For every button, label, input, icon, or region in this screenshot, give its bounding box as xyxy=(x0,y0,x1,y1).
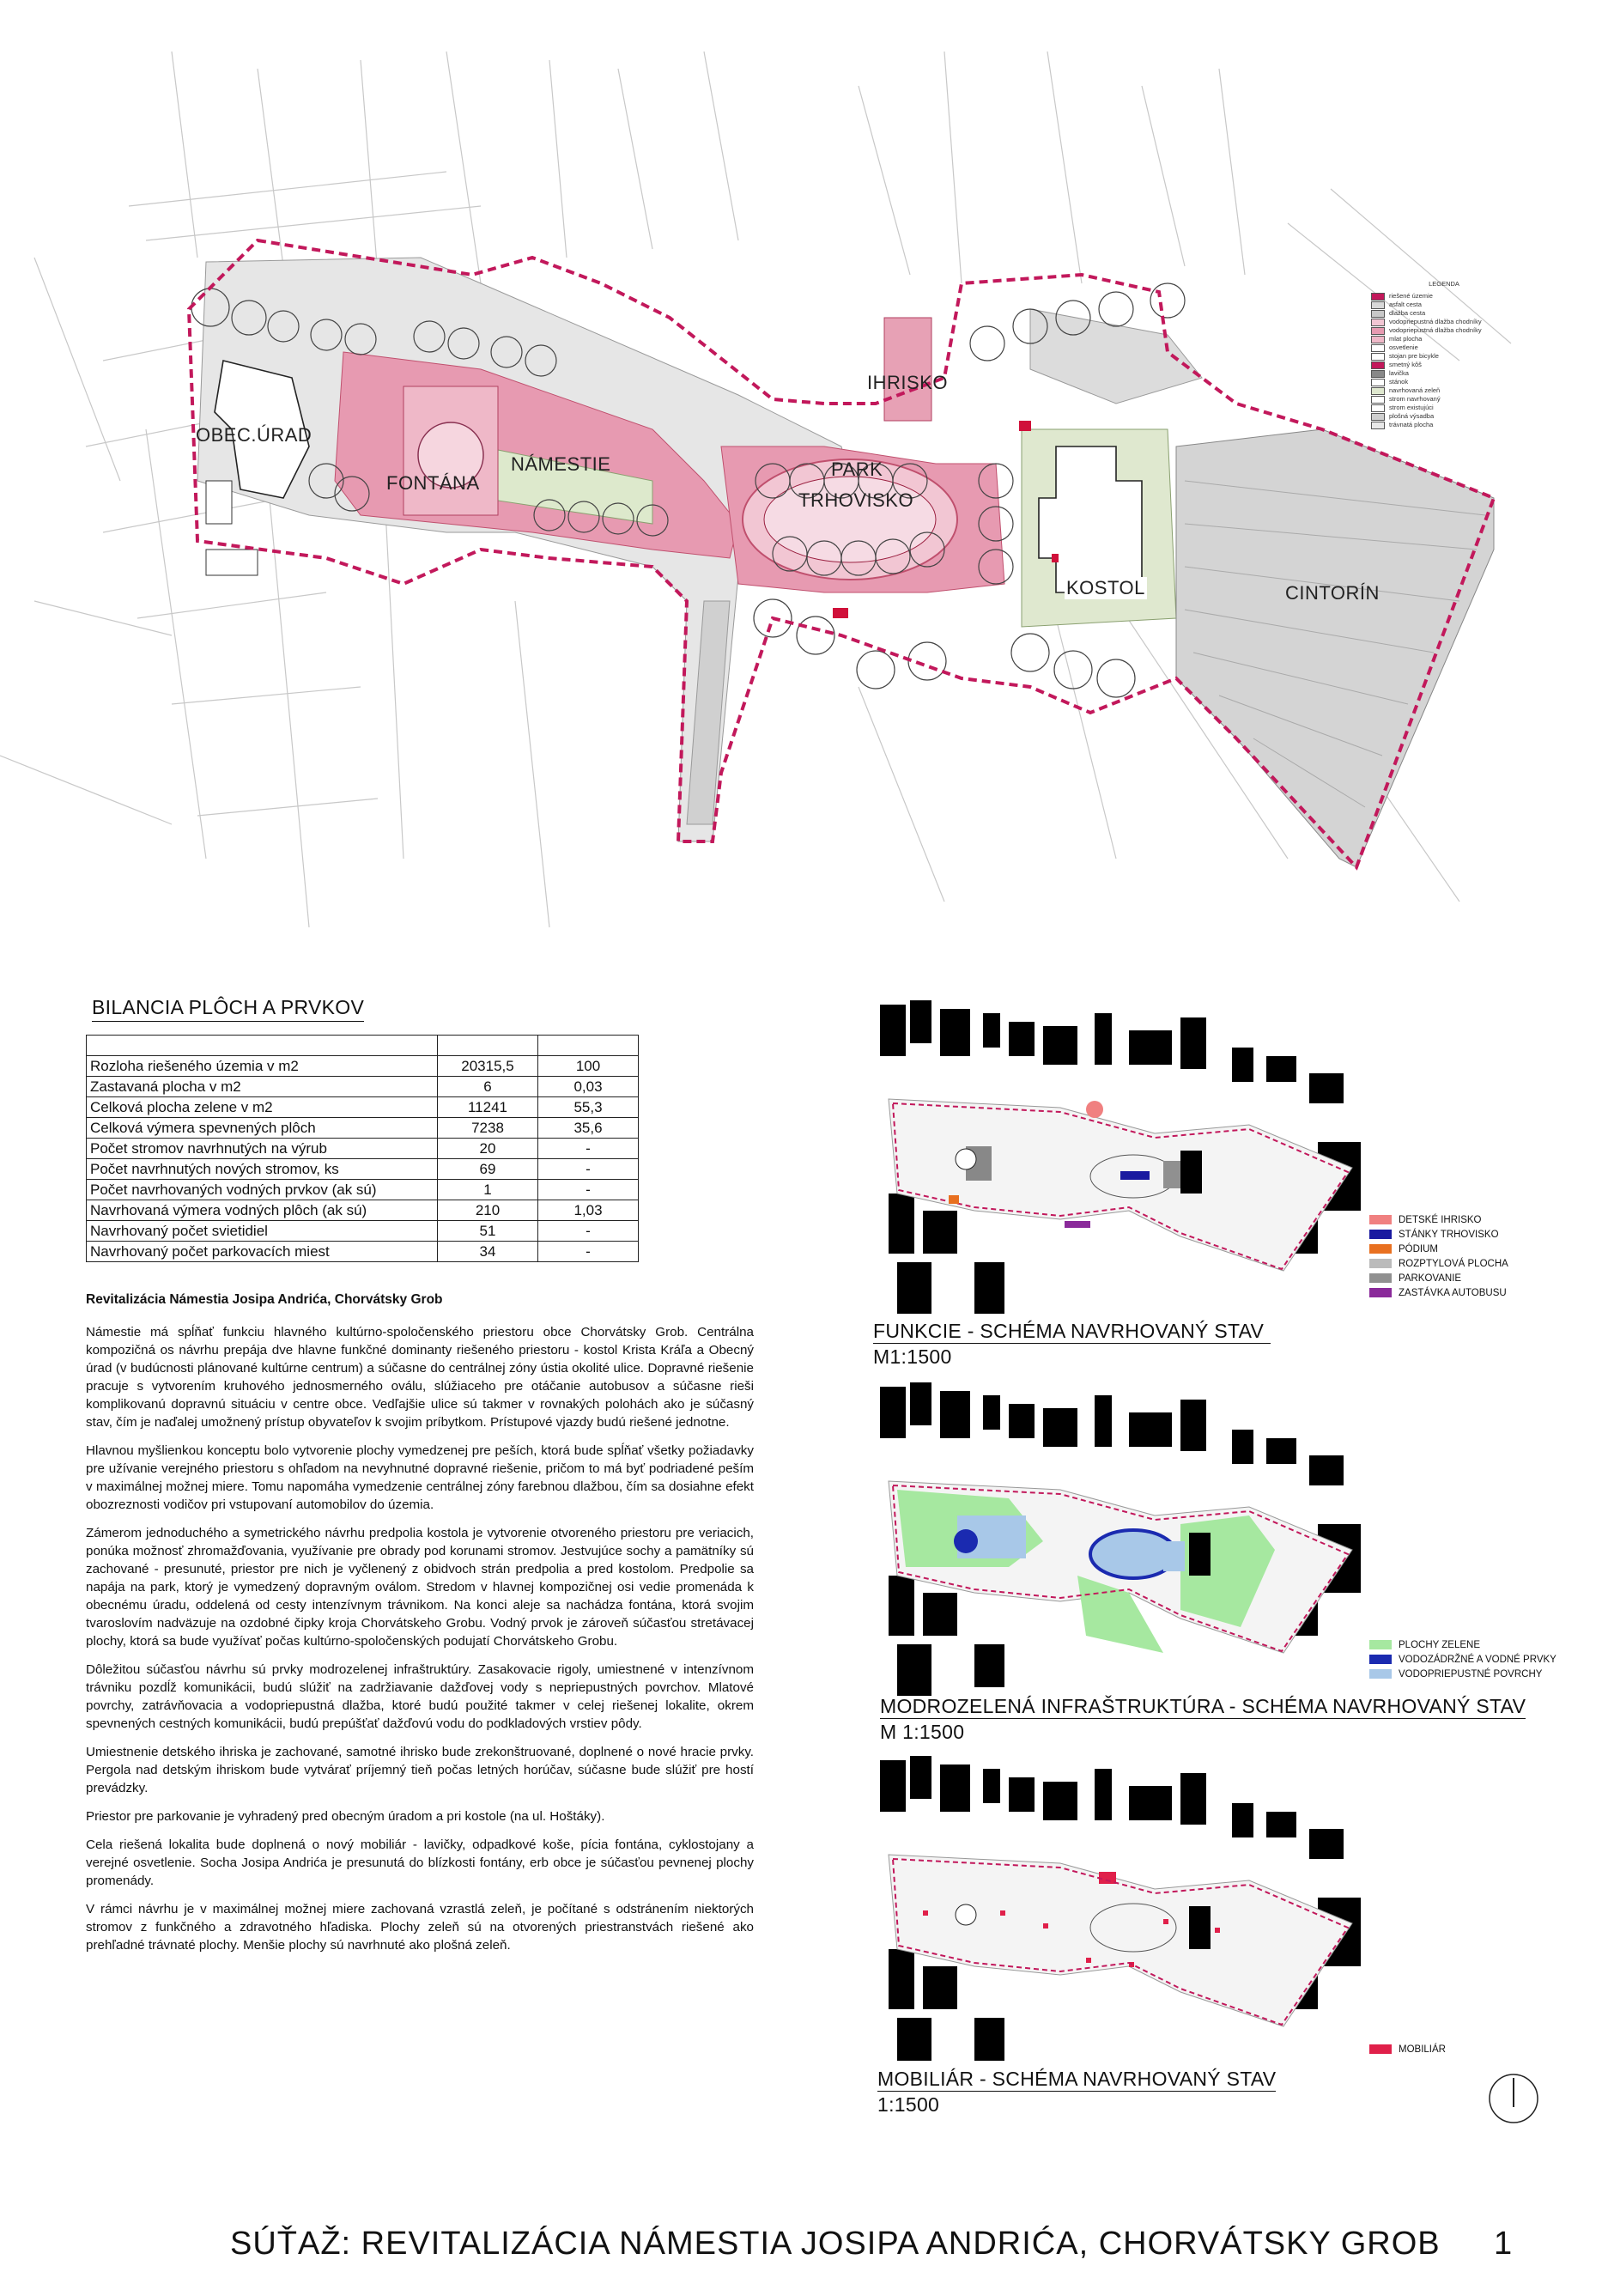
table-cell xyxy=(87,1036,438,1056)
scheme-funkcie-drawing xyxy=(871,996,1387,1322)
legend-label: ZASTÁVKA AUTOBUSU xyxy=(1399,1287,1507,1298)
table-cell-percent: - xyxy=(538,1221,639,1242)
table-cell-label: Počet navrhovaných vodných prvkov (ak sú) xyxy=(87,1180,438,1200)
legend-swatch xyxy=(1369,1215,1392,1224)
map-legend xyxy=(1371,280,1517,429)
table-row xyxy=(87,1200,639,1221)
table-cell-percent: 35,6 xyxy=(538,1118,639,1139)
map-legend-item xyxy=(1371,369,1517,378)
scheme-legend-item xyxy=(1369,2042,1446,2056)
label-kostol: KOSTOL xyxy=(1066,577,1145,598)
legend-label: stojan pre bicykle xyxy=(1389,352,1439,360)
map-legend-item xyxy=(1371,412,1517,421)
scheme-funkcie-title: FUNKCIE - SCHÉMA NAVRHOVANÝ STAV xyxy=(873,1320,1271,1344)
legend-swatch xyxy=(1371,387,1385,395)
table-cell-value: 6 xyxy=(438,1077,538,1097)
legend-label: STÁNKY TRHOVISKO xyxy=(1399,1229,1499,1240)
table-cell-value: 20315,5 xyxy=(438,1056,538,1077)
table-row xyxy=(87,1118,639,1139)
description-text xyxy=(86,1292,754,1965)
legend-swatch xyxy=(1371,379,1385,386)
map-legend-item xyxy=(1371,326,1517,335)
site-plan xyxy=(0,0,1608,945)
table-cell-value: 1 xyxy=(438,1180,538,1200)
bilancia-table-wrap xyxy=(86,1035,639,1262)
table-row xyxy=(87,1242,639,1262)
label-ihrisko: IHRISKO xyxy=(867,372,948,393)
table-row xyxy=(87,1036,639,1056)
legend-label: riešené územie xyxy=(1389,292,1433,300)
legend-swatch xyxy=(1371,319,1385,326)
scheme-funkcie xyxy=(871,996,1387,1322)
table-row xyxy=(87,1180,639,1200)
scheme-mobiliar-legend xyxy=(1369,2042,1446,2056)
table-cell-percent: 0,03 xyxy=(538,1077,639,1097)
legend-swatch xyxy=(1369,1640,1392,1649)
legend-label: VODOZÁDRŽNÉ A VODNÉ PRVKY xyxy=(1399,1654,1556,1665)
legend-label: strom existujúci xyxy=(1389,404,1434,411)
paragraph: Hlavnou myšlienkou konceptu bolo vytvorenie plochy vymedzenej pre peších, ktorá bude spĺňať všetky požiadavky pre užívanie verejného priestoru s ohľadom na nevyhnutné dopravné riešenie, pričom to má byť podriadené peším v maximálnej možnej miere. Tomu napomáha vymedzenie centrálnej zóny farebnou dlažbou, čím sa dosiahne efekt obozreznosti vodičov pri vstupovaní automobilov do územia. xyxy=(86,1443,754,1512)
legend-swatch xyxy=(1369,1669,1392,1679)
label-fontana: FONTÁNA xyxy=(386,472,480,494)
table-row xyxy=(87,1097,639,1118)
legend-label: stánok xyxy=(1389,378,1409,386)
legend-swatch xyxy=(1369,1655,1392,1664)
table-row xyxy=(87,1221,639,1242)
table-cell xyxy=(538,1036,639,1056)
legend-label: PLOCHY ZELENE xyxy=(1399,1639,1481,1650)
map-legend-item xyxy=(1371,343,1517,352)
bilancia-title: BILANCIA PLÔCH A PRVKOV xyxy=(92,996,364,1022)
paragraph: Cela riešená lokalita bude doplnená o nový mobiliár - lavičky, odpadkové koše, pícia fontána, cyklostojany a verejné osvetlenie. Socha Josipa Andrića je presunutá do blízkosti fontány, erb obce je súčasťou pevnenej plochy promenády. xyxy=(86,1837,754,1888)
scheme-mobiliar-drawing xyxy=(871,1752,1387,2069)
label-trhovisko: TRHOVISKO xyxy=(798,489,914,511)
scheme-legend-item xyxy=(1369,1227,1508,1242)
legend-label: PARKOVANIE xyxy=(1399,1273,1462,1284)
legend-label: plošná výsadba xyxy=(1389,412,1435,420)
label-obec-urad: OBEC.ÚRAD xyxy=(196,424,312,446)
scheme-mobiliar xyxy=(871,1752,1387,2069)
legend-label: navrhovaná zeleň xyxy=(1389,386,1441,394)
table-cell-percent: - xyxy=(538,1159,639,1180)
description-heading: Revitalizácia Námestia Josipa Andrića, Chorvátsky Grob xyxy=(86,1292,443,1307)
table-cell-label: Počet stromov navrhnutých na výrub xyxy=(87,1139,438,1159)
table-cell-label: Navrhovaný počet parkovacích miest xyxy=(87,1242,438,1262)
label-namestie: NÁMESTIE xyxy=(511,453,611,475)
map-legend-item xyxy=(1371,395,1517,404)
page-number: 1 xyxy=(1494,2226,1514,2262)
north-arrow-icon xyxy=(1488,2073,1539,2124)
scheme-modrozelena-title: MODROZELENÁ INFRAŠTRUKTÚRA - SCHÉMA NAVRHOVANÝ STAV xyxy=(880,1695,1526,1717)
map-legend-item xyxy=(1371,318,1517,326)
legend-swatch xyxy=(1371,361,1385,369)
legend-swatch xyxy=(1371,370,1385,378)
table-cell-label: Počet navrhnutých nových stromov, ks xyxy=(87,1159,438,1180)
map-legend-item xyxy=(1371,301,1517,309)
table-row xyxy=(87,1077,639,1097)
map-legend-item xyxy=(1371,378,1517,386)
map-legend-item xyxy=(1371,386,1517,395)
legend-label: osvetlenie xyxy=(1389,343,1418,351)
scheme-modrozelena-drawing xyxy=(871,1378,1387,1696)
legend-label: PÓDIUM xyxy=(1399,1243,1438,1254)
legend-swatch xyxy=(1371,422,1385,429)
scheme-legend-item xyxy=(1369,1212,1508,1227)
map-legend-title: LEGENDA xyxy=(1429,280,1459,288)
table-cell-value: 69 xyxy=(438,1159,538,1180)
table-cell-percent: - xyxy=(538,1242,639,1262)
legend-swatch xyxy=(1371,310,1385,318)
label-cintorin: CINTORÍN xyxy=(1285,582,1380,604)
legend-label: MOBILIÁR xyxy=(1399,2044,1446,2055)
table-row xyxy=(87,1139,639,1159)
legend-swatch xyxy=(1369,1244,1392,1254)
table-cell-value: 7238 xyxy=(438,1118,538,1139)
legend-label: smetný kôš xyxy=(1389,361,1422,368)
legend-label: asfalt cesta xyxy=(1389,301,1422,308)
table-cell-value: 210 xyxy=(438,1200,538,1221)
footer-title: SÚŤAŽ: REVITALIZÁCIA NÁMESTIA JOSIPA ANDRIĆA, CHORVÁTSKY GROB xyxy=(230,2226,1441,2262)
legend-swatch xyxy=(1371,327,1385,335)
scheme-legend-item xyxy=(1369,1285,1508,1300)
scheme-legend-item xyxy=(1369,1271,1508,1285)
legend-swatch xyxy=(1371,344,1385,352)
table-cell-label: Zastavaná plocha v m2 xyxy=(87,1077,438,1097)
paragraph: Zámerom jednoduchého a symetrického návrhu predpolia kostola je vytvorenie otvoreného priestoru pre veriacich, ponúka možnosť zhromažďovania, využívanie pre obrady pod korunami stromov. Jestvujúce sochy a pamätníky sú zachované - presunuté, priestor pre nich je vyčlenený z obidvoch strán predpolia a pred kostolom. Predpolie sa napája na park, ktorý je vymedzený dopravným oválom. Stredom v hlavnej kompozičnej osi vedie promenáda k obecnému úradu, oddelená od cesty intenzívnym trávnikom. Na konci aleje sa nachádza fontána, ktorá svojim tvaroslovím nadväzuje na ozdobné čipky kroja Chorvátskeho Grobu. Vodný prvok je zároveň súčasťou stretávacej plochy, ktorá sa bude využívať počas kultúrno-spoločenských podujatí Chorvátskeho Grobu. xyxy=(86,1526,754,1649)
legend-label: DETSKÉ IHRISKO xyxy=(1399,1214,1482,1225)
legend-label: ROZPTYLOVÁ PLOCHA xyxy=(1399,1258,1508,1269)
table-cell xyxy=(438,1036,538,1056)
scheme-funkcie-scale: M1:1500 xyxy=(873,1345,952,1368)
legend-label: vodopriepustná dlažba chodníky xyxy=(1389,326,1482,334)
scheme-legend-item xyxy=(1369,1667,1556,1681)
table-cell-label: Navrhovaná výmera vodných plôch (ak sú) xyxy=(87,1200,438,1221)
table-cell-value: 51 xyxy=(438,1221,538,1242)
legend-label: vodopriepustná dlažba chodníky xyxy=(1389,318,1482,325)
legend-label: dlažba cesta xyxy=(1389,309,1426,317)
paragraph: Umiestnenie detského ihriska je zachované, samotné ihrisko bude zrekonštruované, doplnené o nové hracie prvky. Pergola nad detským ihriskom bude vytvárať príjemný tieň počas letných horúčav, súčasne bude slúžiť pre hostí prevádzky. xyxy=(86,1745,754,1795)
table-cell-value: 34 xyxy=(438,1242,538,1262)
paragraph: Dôležitou súčasťou návrhu sú prvky modrozelenej infraštruktúry. Zasakovacie rigoly, umiestnené v intenzívnom trávniku pozdĺž komunikácii, budú slúžiť na zadržiavanie dažďovej vody s nepriepustných povrchov. Mlatové povrchy, zatrávňovacia a vodopriepustná dlažba, ktoré budú použité takmer v celej riešenej lokalite, okrem spevnených cestných komunikácii, budú prepúšťať dažďovú vodu do podkladových vrstiev pôdy. xyxy=(86,1662,754,1731)
table-cell-label: Navrhovaný počet svietidiel xyxy=(87,1221,438,1242)
legend-swatch xyxy=(1371,301,1385,309)
map-legend-item xyxy=(1371,352,1517,361)
legend-label: mlat plocha xyxy=(1389,335,1423,343)
map-legend-items xyxy=(1371,292,1517,429)
map-legend-item xyxy=(1371,309,1517,318)
scheme-modrozelena-scale: M 1:1500 xyxy=(880,1721,965,1743)
legend-swatch xyxy=(1371,404,1385,412)
scheme-mobiliar-title: MOBILIÁR - SCHÉMA NAVRHOVANÝ STAV xyxy=(877,2068,1277,2090)
map-legend-item xyxy=(1371,421,1517,429)
legend-label: VODOPRIEPUSTNÉ POVRCHY xyxy=(1399,1668,1543,1679)
scheme-funkcie-legend xyxy=(1369,1212,1508,1300)
legend-label: strom navrhovaný xyxy=(1389,395,1441,403)
bilancia-table xyxy=(86,1035,639,1262)
legend-label: lavička xyxy=(1389,369,1409,377)
map-legend-item xyxy=(1371,292,1517,301)
scheme-legend-item xyxy=(1369,1242,1508,1256)
scheme-modrozelena-legend xyxy=(1369,1637,1556,1681)
table-cell-label: Rozloha riešeného územia v m2 xyxy=(87,1056,438,1077)
legend-swatch xyxy=(1369,2044,1392,2054)
legend-swatch xyxy=(1371,353,1385,361)
table-cell-label: Celková výmera spevnených plôch xyxy=(87,1118,438,1139)
table-row xyxy=(87,1159,639,1180)
scheme-modrozelena xyxy=(871,1378,1387,1696)
table-cell-percent: - xyxy=(538,1139,639,1159)
legend-label: trávnatá plocha xyxy=(1389,421,1434,428)
legend-swatch xyxy=(1371,293,1385,301)
legend-swatch xyxy=(1369,1230,1392,1239)
scheme-legend-item xyxy=(1369,1637,1556,1652)
table-cell-percent: 100 xyxy=(538,1056,639,1077)
legend-swatch xyxy=(1369,1259,1392,1268)
legend-swatch xyxy=(1371,413,1385,421)
table-cell-percent: - xyxy=(538,1180,639,1200)
map-legend-item xyxy=(1371,404,1517,412)
map-legend-item xyxy=(1371,335,1517,343)
table-cell-percent: 55,3 xyxy=(538,1097,639,1118)
table-row xyxy=(87,1056,639,1077)
paragraph: Námestie má spĺňať funkciu hlavného kultúrno-spoločenského priestoru obce Chorvátsky Grob. Centrálna kompozičná os návrhu prepája dve hlavne funkčné dominanty riešeného priestoru - kostol Krista Kráľa a Obecný úrad (v budúcnosti plánované kultúrne centrum) a súčasne do centrálnej zóny ústia okolité ulice. Dopravné riešenie pracuje s vytvorením kruhového jednosmerného oválu, slúžiaceho pre otáčanie autobusov a súčasne rieši komplikovanú dopravnú situáciu v centre obce. Vedľajšie ulice sú takmer v rovnakých polohách ako je súčasný stav, čím je naďalej umožnený prístup obyvateľov k svojim príbytkom. Prístupové vjazdy budú riešené jednotne. xyxy=(86,1325,754,1430)
table-cell-percent: 1,03 xyxy=(538,1200,639,1221)
site-plan-drawing xyxy=(0,0,1608,945)
label-park: PARK xyxy=(831,459,883,480)
table-cell-value: 11241 xyxy=(438,1097,538,1118)
legend-swatch xyxy=(1369,1288,1392,1297)
legend-swatch xyxy=(1371,396,1385,404)
legend-swatch xyxy=(1371,336,1385,343)
scheme-legend-item xyxy=(1369,1652,1556,1667)
paragraph: Priestor pre parkovanie je vyhradený pred obecným úradom a pri kostole (na ul. Hoštáky). xyxy=(86,1809,605,1824)
map-legend-item xyxy=(1371,361,1517,369)
legend-swatch xyxy=(1369,1273,1392,1283)
scheme-mobiliar-scale: 1:1500 xyxy=(877,2093,940,2116)
table-cell-label: Celková plocha zelene v m2 xyxy=(87,1097,438,1118)
paragraph: V rámci návrhu je v maximálnej možnej miere zachovaná vzrastlá zeleň, je počítané s odstránením niektorých stromov z funkčného a zdravotného hľadiska. Plochy zeleň sú na otvorených priestranstvách riešené ako prehľadné trávnaté plochy. Menšie plochy sú navrhnuté ako plošná zeleň. xyxy=(86,1902,754,1953)
table-cell-value: 20 xyxy=(438,1139,538,1159)
scheme-legend-item xyxy=(1369,1256,1508,1271)
